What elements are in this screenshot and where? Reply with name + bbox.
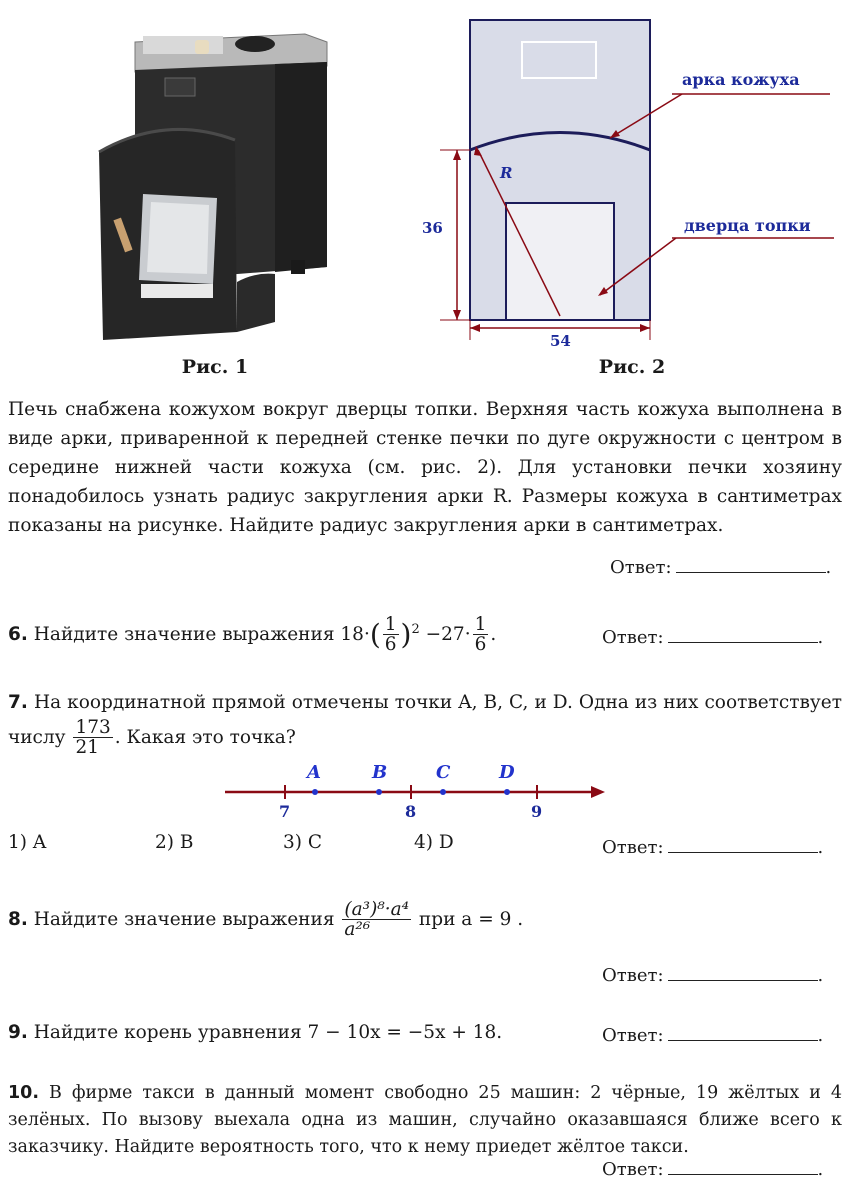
answer-field[interactable] (668, 1156, 818, 1175)
problem-7 (8, 688, 842, 758)
point-b-label: B (372, 762, 388, 783)
answer-label: Ответ: (610, 557, 672, 578)
radius-label: R (500, 164, 513, 182)
problem-number: 6. (8, 623, 28, 645)
answer-field[interactable] (668, 624, 818, 643)
problem-5-answer: Ответ: . (610, 554, 831, 578)
stove-illustration (95, 22, 335, 352)
problem-9 (8, 1018, 608, 1047)
fraction-1-6-b: $\frac{1}{6}$ (474, 614, 487, 656)
answer-field[interactable] (668, 1022, 818, 1041)
problem-10 (8, 1080, 842, 1161)
width-label: 54 (550, 332, 571, 350)
problem-6-answer: Ответ: . (602, 624, 823, 648)
problem-text-end: . Какая это точка? (114, 726, 296, 748)
answer-label: Ответ: (602, 1025, 664, 1046)
answer-label: Ответ: (602, 627, 664, 648)
tick-8: 8 (405, 802, 417, 821)
number-line (215, 760, 615, 824)
fraction-expression: $\frac{\text{(a³)⁸·a⁴}}{\text{a²⁶}}$ (344, 899, 410, 941)
tick-9: 9 (531, 802, 543, 821)
answer-label: Ответ: (602, 837, 664, 858)
point-c-label: C (436, 762, 451, 783)
figure-2 (410, 10, 840, 356)
equation: 7 − 10x = −5x + 18. (307, 1022, 503, 1043)
problem-number: 7. (8, 692, 28, 713)
problem-number: 10. (8, 1083, 40, 1103)
problem-text: В фирме такси в данный момент свободно 25 машин: 2 чёрные, 19 жёлтых и 4 зелёных. По вызову выехала одна из машин, случайно оказавшаяся ближе всего к заказчику. Найдите вероятность того, что к нему приедет жёлтое такси. (8, 1083, 842, 1157)
point-a-label: A (307, 762, 321, 783)
expr-18: 18· (340, 623, 370, 645)
figure-2-caption: Рис. 2 (598, 356, 666, 378)
height-label: 36 (422, 219, 443, 237)
problem-text: Найдите значение выражения (33, 623, 335, 645)
problem-text: Найдите значение выражения (33, 908, 335, 930)
figure-1-caption: Рис. 1 (181, 356, 249, 378)
exponent: 2 (411, 621, 420, 637)
fraction-1-6: $\frac{1}{6}$ (384, 614, 397, 656)
problem-6: 6. Найдите значение выражения 18·( $\frac{1}{6}$ )$^2$ −27· $\frac{1}{6}$ . (8, 614, 497, 656)
problem-5-text: Печь снабжена кожухом вокруг дверцы топки. Верхняя часть кожуха выполнена в виде арки, приваренной к передней стенке печки по дуге окружности с центром в середине нижней части кожуха (см. рис. 2). Для установки печки хозяину понадобилось узнать радиус закругления арки R. Размеры кожуха в сантиметрах показаны на рисунке. Найдите радиус закругления арки в сантиметрах. (8, 399, 842, 536)
problem-8 (8, 900, 708, 940)
option-2[interactable]: 2) B (155, 832, 194, 853)
tick-7: 7 (279, 802, 291, 821)
casing-diagram (410, 10, 840, 356)
arch-label: арка кожуха (682, 70, 800, 89)
problem-7-answer: Ответ: . (602, 834, 823, 858)
answer-label: Ответ: (602, 965, 664, 986)
problem-number: 8. (8, 908, 28, 930)
condition: при a = 9 . (418, 908, 524, 930)
option-3[interactable]: 3) C (283, 832, 323, 853)
point-d-label: D (499, 762, 515, 783)
answer-field[interactable] (668, 834, 818, 853)
option-1[interactable]: 1) A (8, 832, 47, 853)
fraction-173-21: $\frac{173}{21}$ (75, 717, 111, 759)
problem-10-answer: Ответ: . (602, 1156, 823, 1180)
expr-27: −27· (425, 623, 471, 645)
answer-field[interactable] (668, 962, 818, 981)
problem-9-answer: Ответ: . (602, 1022, 823, 1046)
problem-text: Найдите корень уравнения (33, 1022, 302, 1043)
door-label: дверца топки (684, 216, 811, 235)
problem-8-answer: Ответ: . (602, 962, 823, 986)
figure-1 (95, 22, 335, 352)
answer-field[interactable] (676, 554, 826, 573)
answer-label: Ответ: (602, 1159, 664, 1180)
problem-number: 9. (8, 1022, 28, 1043)
problem-text: На координатной прямой отмечены точки A, B, C, и D. Одна из них соответствует числу (8, 692, 842, 748)
option-4[interactable]: 4) D (414, 832, 454, 853)
